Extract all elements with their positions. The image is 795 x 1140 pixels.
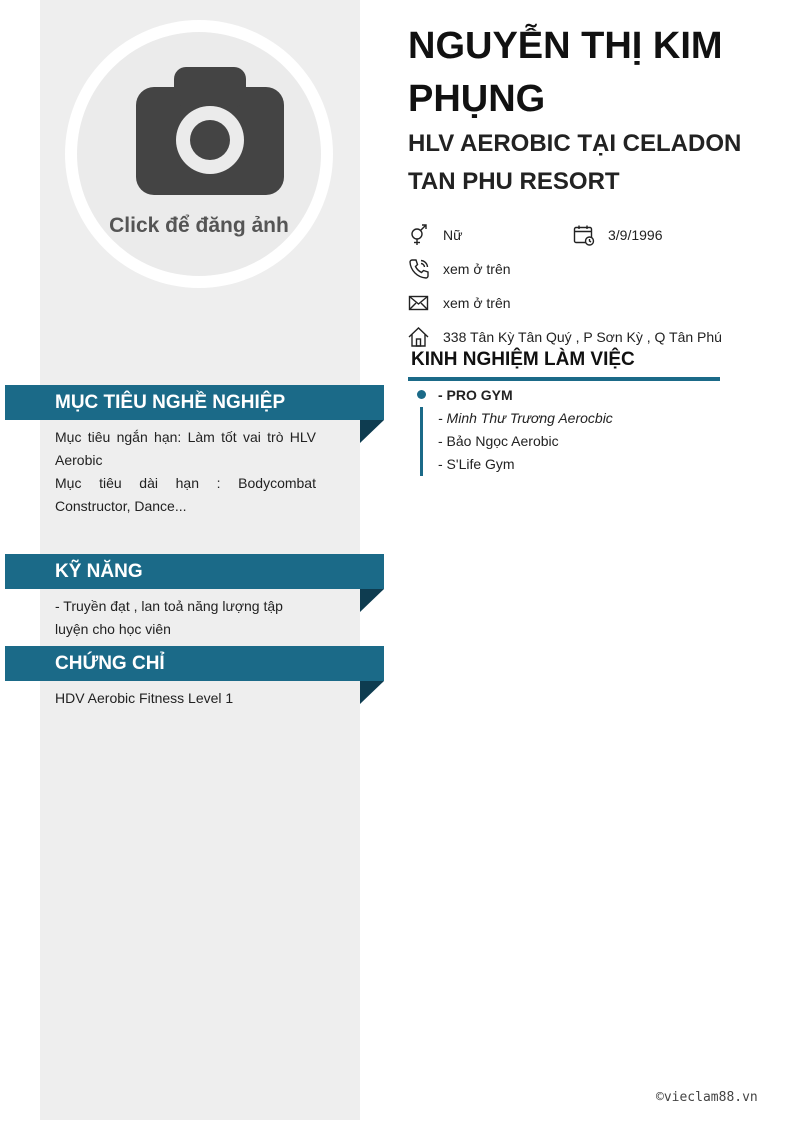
- timeline-bar: [420, 407, 423, 476]
- candidate-job-title: HLV AEROBIC TẠI CELADON TAN PHU RESORT: [408, 130, 742, 195]
- email-info: [408, 292, 511, 314]
- gender-value: Nữ: [443, 227, 463, 243]
- experience-divider: [408, 377, 720, 381]
- skills-content: - Truyền đạt , lan toả năng lượng tập luyện cho học viên: [55, 598, 283, 637]
- birthday-value: 3/9/1996: [608, 227, 663, 243]
- certificates-content: HDV Aerobic Fitness Level 1: [55, 690, 234, 706]
- phone-value: xem ở trên: [443, 261, 511, 277]
- candidate-name: NGUYỄN THỊ KIM PHỤNG: [408, 25, 723, 120]
- experience-company: - PRO GYM: [438, 387, 513, 403]
- home-icon: [408, 326, 430, 348]
- header-fold: [360, 589, 384, 612]
- birthday-info: [573, 224, 663, 246]
- objective-content: [55, 426, 316, 518]
- section-header-objective: MỤC TIÊU NGHỀ NGHIỆP: [5, 385, 384, 420]
- objective-long-term: Mục tiêu dài hạn : Bodycombat Constructor, Dance...: [55, 475, 316, 514]
- phone-icon: [408, 258, 430, 280]
- address-info: [408, 326, 722, 348]
- email-value: xem ở trên: [443, 295, 511, 311]
- avatar-placeholder: [77, 32, 321, 276]
- avatar-upload-label: Click để đăng ảnh: [109, 214, 289, 237]
- experience-item: - Bảo Ngọc Aerobic: [438, 433, 559, 449]
- watermark: ©vieclam88.vn: [656, 1090, 758, 1105]
- gender-info: [408, 224, 462, 246]
- experience-item: - Minh Thư Trương Aerocbic: [438, 410, 613, 426]
- section-header-certificates: CHỨNG CHỈ: [5, 646, 384, 681]
- timeline-dot: [417, 390, 426, 399]
- address-value: 338 Tân Kỳ Tân Quý , P Sơn Kỳ , Q Tân Phú: [443, 329, 722, 345]
- gender-icon: [408, 224, 430, 246]
- envelope-icon: [408, 292, 430, 314]
- avatar-upload[interactable]: [65, 20, 333, 288]
- calendar-icon: [573, 224, 595, 246]
- experience-item: - S'Life Gym: [438, 456, 515, 472]
- section-header-experience: KINH NGHIỆM LÀM VIỆC: [411, 349, 635, 370]
- section-header-skills: KỸ NĂNG: [5, 554, 384, 589]
- header-fold: [360, 681, 384, 704]
- phone-info: [408, 258, 511, 280]
- objective-short-term: Mục tiêu ngắn hạn: Làm tốt vai trò HLV Aerobic: [55, 429, 316, 468]
- camera-icon: [136, 67, 284, 195]
- header-fold: [360, 420, 384, 443]
